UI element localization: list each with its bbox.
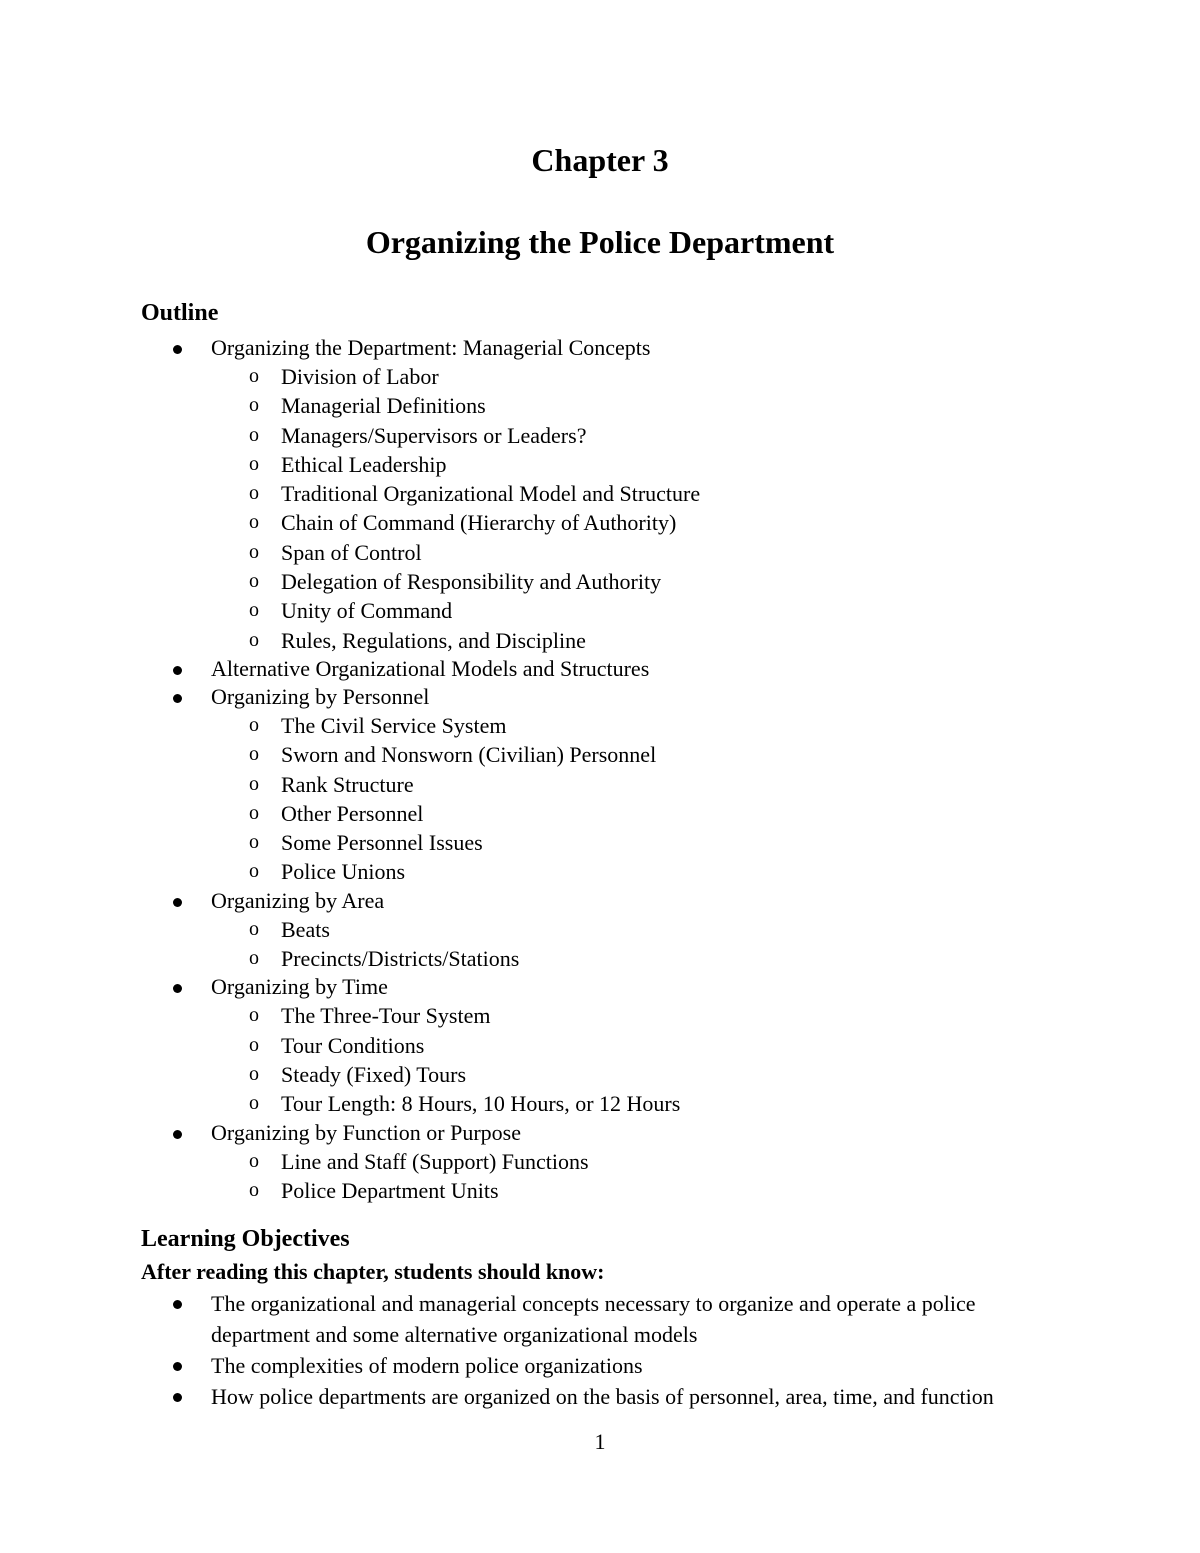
outline-item [0,655,1200,683]
outline-subitem-label: Other Personnel [281,800,424,826]
sub-bullet-icon: o [249,831,259,854]
sub-bullet-icon: o [249,772,259,795]
sub-bullet-icon: o [249,1062,259,1085]
outline-subitem [211,1089,1200,1118]
outline-sublist [211,1147,1200,1206]
outline-sublist [211,1001,1200,1118]
bullet-icon [173,1300,182,1309]
outline-subitem [211,421,1200,450]
outline-subitem [211,1060,1200,1089]
outline-subitem-label: Division of Labor [281,364,439,389]
outline-subitem [211,391,1200,420]
outline-subitem-label: Police Unions [281,859,406,885]
sub-bullet-icon: o [249,1178,259,1201]
bullet-icon [173,984,182,993]
outline-subitem [211,740,1200,769]
outline-subitem [211,1176,1200,1205]
outline-sublist [211,915,1200,974]
sub-bullet-icon: o [249,1149,259,1172]
outline-subitem [211,479,1200,508]
outline-item [0,973,1200,1118]
outline-item [0,887,1200,974]
outline-item-label: Organizing by Function or Purpose [211,1119,522,1145]
sub-bullet-icon: o [249,801,259,824]
page-title: Organizing the Police Department [365,224,835,260]
outline-subitem-label: Managers/Supervisors or Leaders? [281,422,587,448]
outline-item-label: Organizing by Time [211,974,388,1000]
outline-subitem [211,799,1200,828]
sub-bullet-icon: o [249,713,259,736]
outline-subitem [211,828,1200,857]
learning-objective-text: The organizational and managerial concepts necessary to organize and operate a police department and some alternative organizational models [211,1291,976,1347]
sub-bullet-icon: o [249,394,259,417]
sub-bullet-icon: o [249,1004,259,1027]
sub-bullet-icon: o [249,599,259,622]
sub-bullet-icon: o [249,452,259,475]
outline-subitem-label: Chain of Command (Hierarchy of Authority) [281,510,677,536]
learning-objective-text: How police departments are organized on the basis of personnel, area, time, and function [211,1384,994,1409]
bullet-icon [173,1393,182,1402]
learning-objective-item [0,1381,1200,1412]
outline-subitem [211,596,1200,625]
outline-item-label: Alternative Organizational Models and Structures [211,655,650,681]
outline-subitem-label: Steady (Fixed) Tours [281,1061,467,1087]
outline-subitem-label: Beats [281,916,330,942]
outline-subitem [211,508,1200,537]
outline-item-label: Organizing the Department: Managerial Concepts [211,335,651,360]
outline-subitem [211,1031,1200,1060]
outline-subitem-label: The Three-Tour System [281,1003,491,1029]
outline-subitem-label: Rank Structure [281,771,414,797]
outline-sublist [211,362,1200,655]
outline-subitem [211,538,1200,567]
outline-subitem [211,770,1200,799]
sub-bullet-icon: o [249,511,259,534]
outline-subitem [211,1147,1200,1176]
outline-item [0,683,1200,887]
outline-subitem-label: Traditional Organizational Model and Structure [281,481,701,507]
chapter-number: Chapter 3 [531,142,669,178]
learning-objective-item [0,1288,1200,1350]
bullet-icon [173,694,182,703]
sub-bullet-icon: o [249,482,259,505]
sub-bullet-icon: o [249,743,259,766]
outline-subitem-label: Police Department Units [281,1177,499,1203]
bullet-icon [173,1362,182,1371]
sub-bullet-icon: o [249,570,259,593]
bullet-icon [173,898,182,907]
outline-subitem-label: Precincts/Districts/Stations [281,946,520,972]
outline-item-label: Organizing by Area [211,887,385,913]
outline-subitem-label: Sworn and Nonsworn (Civilian) Personnel [281,742,657,768]
bullet-icon [173,666,182,675]
learning-objectives-subheading: After reading this chapter, students should know: [141,1259,605,1284]
outline-subitem-label: Tour Length: 8 Hours, 10 Hours, or 12 Hours [281,1091,681,1117]
outline-subitem [211,1001,1200,1030]
learning-objectives-heading: Learning Objectives [141,1226,350,1252]
bullet-icon [173,345,182,354]
outline-list [0,334,1200,1205]
sub-bullet-icon: o [249,540,259,563]
outline-subitem-label: Delegation of Responsibility and Authority [281,569,662,595]
outline-subitem-label: Rules, Regulations, and Discipline [281,627,586,653]
learning-objectives-list [0,1288,1200,1412]
outline-sublist [211,711,1200,887]
outline-item [0,1119,1200,1206]
outline-subitem [211,711,1200,740]
sub-bullet-icon: o [249,628,259,651]
page-number: 1 [594,1429,606,1454]
outline-subitem [211,450,1200,479]
outline-subitem-label: Line and Staff (Support) Functions [281,1148,589,1174]
sub-bullet-icon: o [249,1033,259,1056]
outline-subitem-label: The Civil Service System [281,712,507,738]
outline-subitem-label: Some Personnel Issues [281,830,483,856]
outline-subitem [211,362,1200,391]
outline-subitem-label: Unity of Command [281,598,453,624]
sub-bullet-icon: o [249,423,259,446]
outline-subitem-label: Span of Control [281,539,422,565]
sub-bullet-icon: o [249,947,259,970]
sub-bullet-icon: o [249,860,259,883]
outline-item-label: Organizing by Personnel [211,683,430,709]
outline-heading: Outline [141,300,219,326]
sub-bullet-icon: o [249,1092,259,1115]
outline-subitem [211,944,1200,973]
learning-objective-text: The complexities of modern police organizations [211,1353,643,1378]
outline-subitem-label: Ethical Leadership [281,451,447,477]
sub-bullet-icon: o [249,365,259,387]
outline-subitem [211,567,1200,596]
outline-subitem-label: Tour Conditions [281,1032,425,1058]
outline-subitem [211,915,1200,944]
outline-item [0,334,1200,655]
outline-subitem [211,857,1200,886]
sub-bullet-icon: o [249,917,259,940]
bullet-icon [173,1130,182,1139]
learning-objective-item [0,1350,1200,1381]
outline-subitem [211,626,1200,655]
outline-subitem-label: Managerial Definitions [281,393,486,419]
